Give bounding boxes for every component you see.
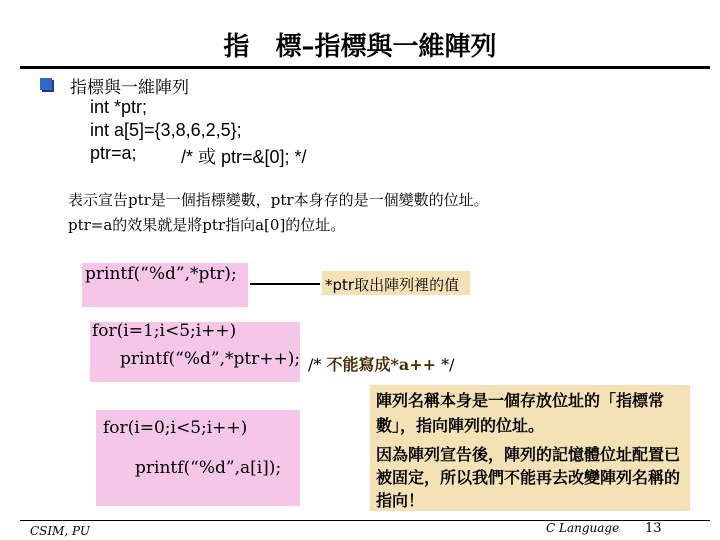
comment-warning: 不能寫成*a++ xyxy=(326,355,437,374)
code-line-declare-array: int a[5]={3,8,6,2,5}; xyxy=(90,120,242,140)
printf-statement: printf(“%d”,*ptr); xyxy=(85,264,237,284)
annotation-connector-line xyxy=(250,283,320,285)
array-name-note: 陣列名稱本身是一個存放位址的「指標常數」，指向陣列的位址。 xyxy=(376,391,665,435)
footer-institution: CSIM, PU xyxy=(30,524,91,538)
description-line-2: ptr=a的效果就是將ptr指向a[0]的位址。 xyxy=(68,216,346,234)
code-line-comment: /* 或 ptr=&[0]; */ xyxy=(181,147,307,167)
slide-title: 指 標–指標與一維陣列 xyxy=(223,32,497,62)
description-line-1: 表示宣告ptr是一個指標變數，ptr本身存的是一個變數的位址。 xyxy=(68,191,489,209)
loop1-printf-line: printf(“%d”,*ptr++); xyxy=(120,349,301,369)
loop2-printf-line: printf(“%d”,a[i]); xyxy=(135,458,282,478)
loop1-for-line: for(i=1;i<5;i++) xyxy=(92,321,237,341)
code-line-declare-ptr: int *ptr; xyxy=(90,97,148,117)
comment-open: /* xyxy=(308,355,322,374)
bullet-heading: 指標與一維陣列 xyxy=(70,78,189,98)
footer-course: C Language xyxy=(546,521,620,535)
code-line-assign: ptr=a; xyxy=(90,143,137,163)
array-fixed-address-note: 因為陣列宣告後，陣列的記憶體位址配置已被固定，所以我們不能再去改變陣列名稱的指向！ xyxy=(376,445,681,510)
ptr-increment-comment xyxy=(308,352,455,375)
page-number: 13 xyxy=(645,521,662,536)
loop2-for-line: for(i=0;i<5;i++) xyxy=(103,418,248,438)
comment-close: */ xyxy=(441,355,455,374)
title-underline xyxy=(20,66,710,69)
square-bullet-icon xyxy=(40,78,52,90)
printf-annotation: *ptr取出陣列裡的值 xyxy=(325,276,460,294)
